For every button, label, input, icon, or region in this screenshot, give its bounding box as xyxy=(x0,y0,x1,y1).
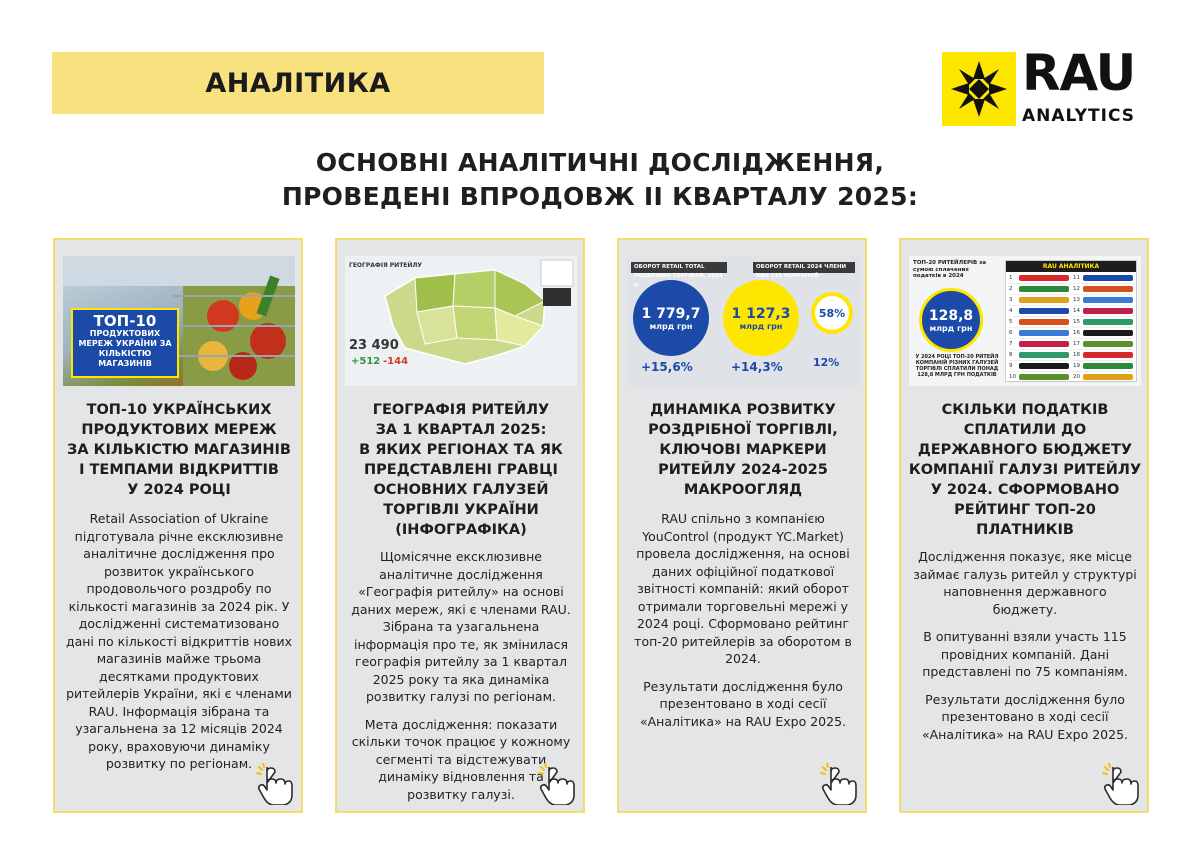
section-banner xyxy=(52,52,544,114)
ranking-position: 8 xyxy=(1009,352,1013,358)
retailer-logo xyxy=(1083,352,1133,358)
ranking-rows xyxy=(1006,272,1136,384)
ranking-row xyxy=(1009,328,1069,339)
pointing-hand-icon[interactable] xyxy=(253,763,293,805)
logo-star-icon xyxy=(942,52,1016,126)
ranking-row xyxy=(1073,295,1133,306)
badge-title: ТОП-10 xyxy=(93,312,157,330)
card-description xyxy=(65,510,293,783)
retailer-logo xyxy=(1019,341,1069,347)
ranking-row xyxy=(1009,295,1069,306)
card-title-line: ЗА 1 КВАРТАЛ 2025: xyxy=(375,422,547,438)
ranking-image-title: ТОП-20 РИТЕЙЛЕРІВ за сумою сплачених податків в 2024 xyxy=(913,260,987,279)
card-paragraph: Retail Association of Ukraine підготувала річне ексклюзивне аналітичне дослідження про розвиток українського продовольчого роздробу по кількості магазинів за 2024 рік. У дослідженні систематизовано дані по кількості відкриттів нових магазинів майже трьома десятками продуктових ритейлерів України, які є членами RAU. Інформація зібрана та узагальнена за 12 місяців 2024 року, враховуючи динаміку розвитку по регіонам. xyxy=(65,511,293,771)
card-paragraph: В опитуванні взяли участь 115 провідних компаній. Дані представлені по 75 компаніям. xyxy=(922,629,1128,679)
card-title-line: КОМПАНІЇ ГАЛУЗІ РИТЕЙЛУ xyxy=(908,462,1142,478)
card-title-line: ГЕОГРАФІЯ РИТЕЙЛУ xyxy=(372,402,550,418)
ranking-position: 4 xyxy=(1009,308,1013,314)
card-title-line: ПЛАТНИКІВ xyxy=(976,522,1074,538)
card-title-line: ПРЕДСТАВЛЕНІ ГРАВЦІ xyxy=(364,462,558,478)
top10-badge xyxy=(71,308,179,378)
ranking-position: 12 xyxy=(1073,286,1080,292)
members-turnover-unit: млрд грн xyxy=(739,321,783,331)
ranking-position: 5 xyxy=(1009,319,1013,325)
card-title-line: ПРОДУКТОВИХ МЕРЕЖ xyxy=(81,422,277,438)
card-title xyxy=(61,400,297,500)
retailer-logo xyxy=(1083,275,1133,281)
retailer-logo xyxy=(1083,330,1133,336)
research-card-taxes[interactable] xyxy=(899,238,1149,813)
card-title-line: КЛЮЧОВІ МАРКЕРИ xyxy=(659,442,827,458)
research-card-top10[interactable] xyxy=(53,238,303,813)
members-growth: +14,3% xyxy=(731,360,783,374)
card-title-line: РЕЙТИНГ ТОП-20 xyxy=(954,502,1096,518)
stat-label-members: ОБОРОТ RETAIL 2024 ЧЛЕНИ RAU 115 КОМПАНІЙ xyxy=(753,262,855,273)
members-turnover-value: 1 127,3 xyxy=(731,305,791,322)
ranking-row xyxy=(1009,350,1069,361)
ranking-row xyxy=(1073,339,1133,350)
card-title-line: (ІНФОГРАФІКА) xyxy=(395,522,527,538)
card-title-line: РОЗДРІБНОЇ ТОРГІВЛІ, xyxy=(648,422,838,438)
card-paragraph: Щомісячне ексклюзивне аналітичне дослідження «Географія ритейлу» на основі даних мереж, які є членами RAU. Зібрана та узагальнена інформація про те, як змінилася географія ритейлу за 1 квартал 2025 року та яка динаміка розвитку галузі по регіонам. xyxy=(351,549,571,704)
card-title xyxy=(343,400,579,540)
card-image-grocery xyxy=(63,256,295,386)
taxes-total-value: 128,8 xyxy=(928,307,974,324)
ranking-row xyxy=(1073,328,1133,339)
members-share-value: 58% xyxy=(818,306,846,320)
ranking-position: 14 xyxy=(1073,308,1080,314)
retailer-logo xyxy=(1019,352,1069,358)
section-label: АНАЛІТИКА xyxy=(205,67,391,99)
ranking-position: 1 xyxy=(1009,275,1013,281)
page-title xyxy=(0,146,1200,214)
taxes-caption: У 2024 РОЦІ ТОП-20 РИТЕЙЛ КОМПАНІЙ РІЗНИХ ГАЛУЗЕЙ ТОРГІВЛІ СПЛАТИЛИ ПОНАД 128,8 МЛРД ГРН ПОДАТКІВ xyxy=(915,354,999,378)
retailer-logo xyxy=(1019,363,1069,369)
total-growth: +15,6% xyxy=(641,360,693,374)
ranking-position: 19 xyxy=(1073,363,1080,369)
ranking-row xyxy=(1073,350,1133,361)
card-paragraph: Результати дослідження було презентовано в ході сесії «Аналітика» на RAU Expo 2025. xyxy=(921,691,1129,742)
ranking-position: 17 xyxy=(1073,341,1080,347)
badge-subtitle: ПРОДУКТОВИХ МЕРЕЖ УКРАЇНИ ЗА КІЛЬКІСТЮ МАГАЗИНІВ xyxy=(78,329,172,368)
total-turnover-unit: млрд грн xyxy=(649,321,693,331)
pointing-hand-icon[interactable] xyxy=(535,763,575,805)
ranking-row xyxy=(1073,361,1133,372)
card-description xyxy=(911,548,1139,753)
card-title-line: ЗА КІЛЬКІСТЮ МАГАЗИНІВ xyxy=(67,442,291,458)
retailer-logo xyxy=(1019,330,1069,336)
card-title-line: ТОРГІВЛІ УКРАЇНИ xyxy=(383,502,539,518)
card-image-ranking xyxy=(909,256,1141,386)
ranking-table-header: RAU АНАЛІТИКА xyxy=(1006,261,1136,272)
total-turnover-circle xyxy=(633,280,709,356)
page-title-line-1: ОСНОВНІ АНАЛІТИЧНІ ДОСЛІДЖЕННЯ, xyxy=(315,148,885,177)
top20-ranking-table xyxy=(1005,260,1137,382)
card-paragraph: Дослідження показує, яке місце займає галузь ритейл у структурі наповнення державного бюджету. xyxy=(913,549,1137,617)
stat-label-total: ОБОРОТ RETAIL TOTAL РОЗДРІБНА ТОРГІВЛЯ, 2024 р. xyxy=(631,262,727,273)
card-title-line: В ЯКИХ РЕГІОНАХ ТА ЯК xyxy=(359,442,563,458)
ranking-row xyxy=(1073,306,1133,317)
ranking-row xyxy=(1009,372,1069,383)
share-growth: 12% xyxy=(813,356,840,369)
retailer-logo xyxy=(1019,374,1069,380)
card-title-line: І ТЕМПАМИ ВІДКРИТТІВ xyxy=(79,462,279,478)
retailer-logo xyxy=(1083,297,1133,303)
card-title-line: МАКРООГЛЯД xyxy=(683,482,803,498)
card-title-line: СПЛАТИЛИ ДО xyxy=(963,422,1087,438)
members-turnover-circle xyxy=(723,280,799,356)
card-title-line: ДИНАМІКА РОЗВИТКУ xyxy=(650,402,836,418)
pointing-hand-icon[interactable] xyxy=(817,763,857,805)
ranking-position: 2 xyxy=(1009,286,1013,292)
taxes-total-circle xyxy=(919,288,983,352)
ranking-position: 7 xyxy=(1009,341,1013,347)
infographic-title: ГЕОГРАФІЯ РИТЕЙЛУ xyxy=(349,262,423,269)
card-title-line: ОСНОВНИХ ГАЛУЗЕЙ xyxy=(373,482,549,498)
ranking-position: 16 xyxy=(1073,330,1080,336)
ranking-row xyxy=(1009,317,1069,328)
card-image-map xyxy=(345,256,577,386)
retailer-logo xyxy=(1083,308,1133,314)
rau-analytics-logo[interactable] xyxy=(942,44,1150,126)
research-card-retail-dynamics[interactable] xyxy=(617,238,867,813)
retailer-logo xyxy=(1019,275,1069,281)
page-title-line-2: ПРОВЕДЕНІ ВПРОДОВЖ ІІ КВАРТАЛУ 2025: xyxy=(281,182,919,211)
retailer-logo xyxy=(1019,308,1069,314)
logo-subtitle: ANALYTICS xyxy=(1022,106,1135,126)
ranking-row xyxy=(1073,317,1133,328)
card-title-line: ДЕРЖАВНОГО БЮДЖЕТУ xyxy=(917,442,1133,458)
retailer-logo xyxy=(1083,374,1133,380)
logo-word: RAU xyxy=(1022,44,1136,102)
retailer-logo xyxy=(1019,319,1069,325)
total-turnover-value: 1 779,7 xyxy=(641,305,701,322)
ranking-row xyxy=(1009,273,1069,284)
ranking-position: 11 xyxy=(1073,275,1080,281)
retailer-logo xyxy=(1083,319,1133,325)
card-title-line: ТОП-10 УКРАЇНСЬКИХ xyxy=(86,402,272,418)
card-paragraph: Результати дослідження було презентовано в ході сесії «Аналітика» на RAU Expo 2025. xyxy=(639,678,847,729)
card-description xyxy=(629,510,857,740)
card-title xyxy=(625,400,861,500)
ranking-position: 10 xyxy=(1009,374,1016,380)
ranking-row xyxy=(1009,361,1069,372)
card-title-line: У 2024. СФОРМОВАНО xyxy=(930,482,1120,498)
card-paragraph: Мета дослідження: показати скільки точок працює у кожному сегменті та відстежувати динаміку відновлення та розвитку галузі. xyxy=(351,716,571,802)
retailer-logo xyxy=(1019,286,1069,292)
ranking-position: 9 xyxy=(1009,363,1013,369)
ranking-row xyxy=(1073,284,1133,295)
ranking-row xyxy=(1073,273,1133,284)
card-title-line: У 2024 РОЦІ xyxy=(127,482,231,498)
ranking-position: 18 xyxy=(1073,352,1080,358)
ranking-position: 6 xyxy=(1009,330,1013,336)
ranking-position: 20 xyxy=(1073,374,1080,380)
card-title-line: СКІЛЬКИ ПОДАТКІВ xyxy=(941,402,1109,418)
ranking-position: 3 xyxy=(1009,297,1013,303)
card-paragraph: RAU спільно з компанією YouControl (продукт YC.Market) провела дослідження, на основі даних офіційної податкової звітності компаній: який оборот отримали торговельні мережі у 2024 році. Сформовано рейтинг топ-20 ритейлерів за оборотом в 2024. xyxy=(634,511,852,666)
taxes-total-unit: млрд грн xyxy=(929,323,973,333)
card-title xyxy=(907,400,1143,540)
retailer-logo xyxy=(1019,297,1069,303)
retailer-logo xyxy=(1083,341,1133,347)
retailer-logo xyxy=(1083,286,1133,292)
pointing-hand-icon[interactable] xyxy=(1099,763,1139,805)
research-card-geography[interactable] xyxy=(335,238,585,813)
members-share-circle xyxy=(811,292,853,334)
outlets-opened: +512 xyxy=(351,356,381,367)
ranking-row xyxy=(1009,339,1069,350)
retailer-logo xyxy=(1083,363,1133,369)
ranking-position: 15 xyxy=(1073,319,1080,325)
ranking-row xyxy=(1009,306,1069,317)
card-title-line: РИТЕЙЛУ 2024-2025 xyxy=(658,462,828,478)
ranking-position: 13 xyxy=(1073,297,1080,303)
ranking-row xyxy=(1009,284,1069,295)
outlets-total: 23 490 xyxy=(349,338,399,353)
outlets-closed: -144 xyxy=(383,356,409,367)
card-image-stats xyxy=(627,256,859,386)
ranking-row xyxy=(1073,372,1133,383)
